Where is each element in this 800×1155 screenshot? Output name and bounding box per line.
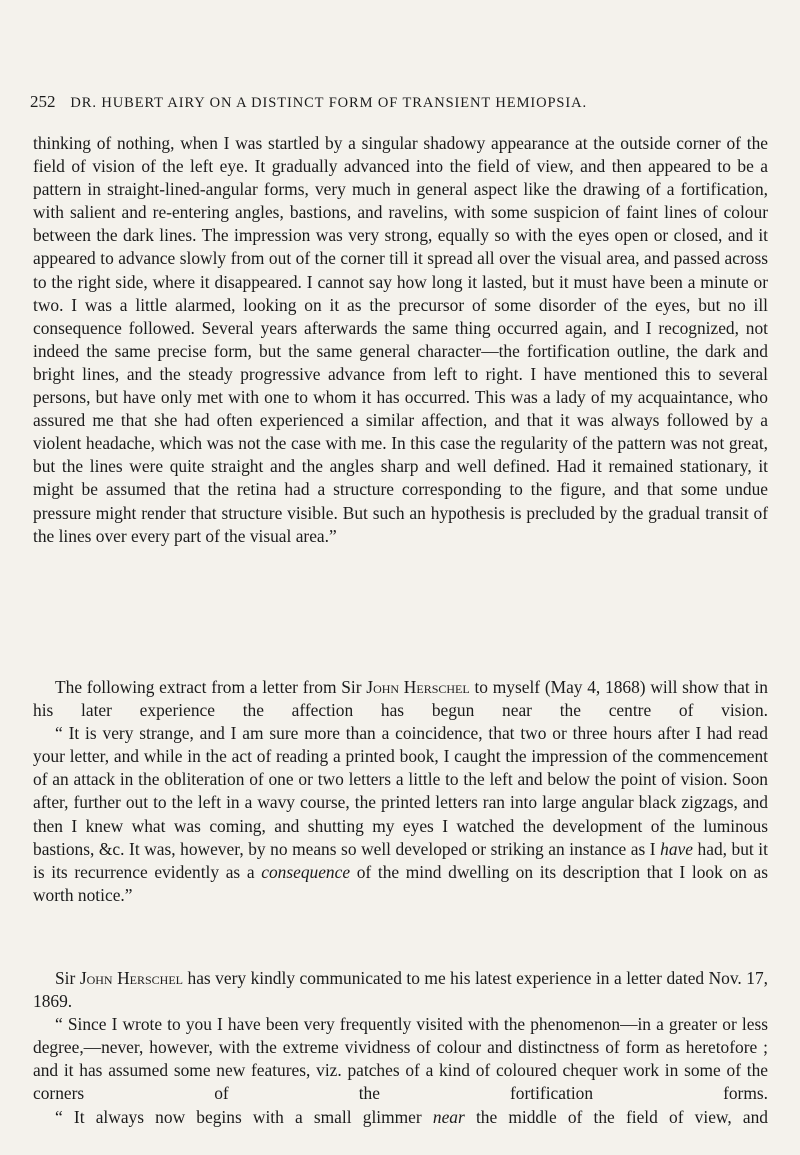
italic-emphasis: have	[660, 838, 693, 859]
running-header	[30, 92, 770, 112]
author-name: John Herschel	[79, 968, 183, 988]
continued-quotation-block	[33, 132, 768, 548]
quotation-paragraph: “ It always now begins with a small glimmer near the middle of the field of view, and	[55, 1106, 768, 1127]
body-paragraph: Sir John Herschel has very kindly communicated to me his latest experience in a letter dated Nov. 17, 1869.	[33, 968, 769, 1012]
herschel-letter-1868-block	[33, 676, 768, 907]
italic-emphasis: consequence	[261, 861, 351, 882]
italic-emphasis: near	[432, 1106, 465, 1127]
herschel-letter-1869-block	[33, 967, 768, 1129]
body-paragraph: The following extract from a letter from Sir John Herschel to myself (May 4, 1868) will show that in his later experience the affection has begun near the centre of vision.	[33, 677, 768, 721]
page-number: 252	[30, 92, 56, 111]
quotation-paragraph: “ Since I wrote to you I have been very frequently visited with the phenomenon—in a greater or less degree,—never, however, with the extreme vividness of colour and distinctness of form as heretofore ; and it has assumed some new features, viz. patches of a kind of coloured chequer work in some of the corners of the fortification forms.	[33, 1014, 768, 1104]
body-paragraph: thinking of nothing, when I was startled by a singular shadowy appearance at the outside corner of the field of vision of the left eye. It gradually advanced into the field of view, and then appeared to be a pattern in straight-lined-angular forms, very much in general aspect like the drawing of a fortification, with salient and re-entering angles, bastions, and ravelins, with some suspicion of faint lines of colour between the dark lines. The impression was very strong, equally so with the eyes open or closed, and it appeared to advance slowly from out of the corner till it spread all over the visual area, and passed across to the right side, where it disappeared. I cannot say how long it lasted, but it must have been a minute or two. I was a little alarmed, looking on it as the precursor of some disorder of the eyes, but no ill consequence followed. Several years afterwards the same thing occurred again, and I recognized, not indeed the same precise form, but the same general character—the fortification outline, the dark and bright lines, and the steady progressive advance from left to right. I have mentioned this to several persons, but have only met with one to whom it has occurred. This was a lady of my acquaintance, who assured me that she had often experienced a similar affection, and that it was always followed by a violent headache, which was not the case with me. In this case the regularity of the pattern was not great, but the lines were quite straight and the angles sharp and well defined. Had it remained stationary, it might be assumed that the retina had a structure corresponding to the figure, and that some undue pressure might render that structure visible. But such an hypothesis is precluded by the gradual transit of the lines over every part of the visual area.”	[33, 133, 768, 546]
running-title: DR. HUBERT AIRY ON A DISTINCT FORM OF TRANSIENT HEMIOPSIA.	[70, 95, 588, 111]
quotation-paragraph: “ It is very strange, and I am sure more than a coincidence, that two or three hours after I had read your letter, and while in the act of reading a printed book, I caught the impression of the commencement of an attack in the obliteration of one or two letters a little to the left and below the point of vision. Soon after, further out to the left in a wavy course, the printed letters ran into large angular black zigzags, and then I knew what was coming, and shutting my eyes I watched the development of the luminous bastions, &c. It was, however, by no means so well developed or striking an instance as I have had, but it is its recurrence evidently as a consequence of the mind dwelling on its description that I look on as worth notice.”	[33, 723, 768, 905]
author-name: John Herschel	[366, 677, 470, 697]
